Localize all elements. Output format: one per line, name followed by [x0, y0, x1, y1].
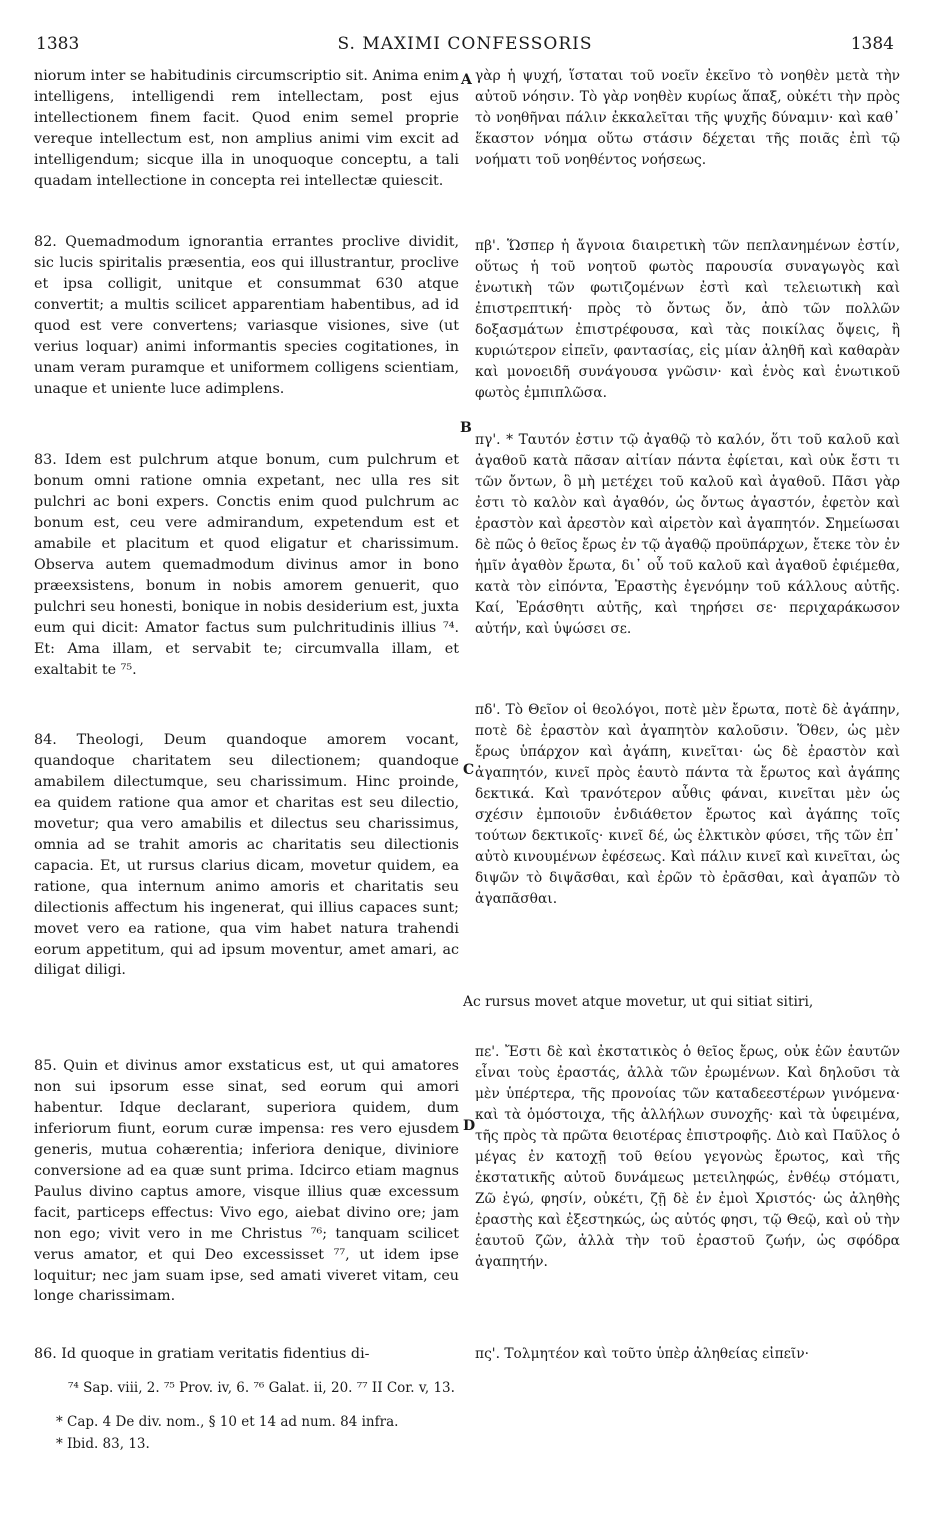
greek-paragraph-84: πδ'. Τὸ Θεῖον οἱ θεολόγοι, ποτὲ μὲν ἔρωτα, ποτὲ δὲ ἀγάπην, ποτὲ δὲ ἐραστὸν καὶ ἀγαπητὸν καλοῦσιν. Ὅθεν, ὡς μὲν ἔρως ὑπάρχον καὶ ἀγάπη, κινεῖται· ὡς δὲ ἐραστὸν καὶ ἀγαπητόν, κινεῖ πρὸς ἑαυτὸ πάντα τὰ ἔρωτος καὶ ἀγάπης δεκτικά. Καὶ τρανότερον αὖθις φάναι, κινεῖται μὲν ὡς σχέσιν ἐμποιοῦν ἐνδιάθετον ἔρωτος καὶ ἀγάπης τοῖς τούτων δεκτικοῖς· κινεῖ δέ, ὡς ἑλκτικὸν φύσει, τῆς τῶν ἐπ᾽ αὐτὸ κινουμένων ἐφέσεως. Καὶ πάλιν κινεῖ καὶ κινεῖται, ὡς διψῶν τὸ διψᾶσθαι, καὶ ἐρῶν τὸ ἐρᾶσθαι, καὶ ἀγαπῶν τὸ ἀγαπᾶσθαι. — [475, 702, 900, 907]
latin-paragraph-85: 85. Quin et divinus amor exstaticus est, ut qui amatores non sui ipsorum esse sinat, sed eorum qui amori habentur. Idque declarant, superiora quidem, dum inferiorum fiunt, eorum curæ impensa: res vero ejusdem generis, mutua cohærentia; inferiora denique, diviniore conversione ad ea quæ sunt prima. Idcirco etiam magnus Paulus divino captus amore, visque illius quæ excessum facit, particeps effectus: Vivo ego, aiebat divino ore; jam non ego; vivit vero in me Christus ⁷⁶; tanquam scilicet verus amator, et qui Deo excessisset ⁷⁷, ut idem ipse loquitur; nec jam suam ipse, sed amati viveret vitam, ceu longe charissimam. — [34, 1058, 459, 1305]
margin-letter-b: B — [460, 420, 472, 436]
page-number-right: 1384 — [850, 34, 894, 54]
page-header — [36, 34, 894, 64]
greek-paragraph-83: πγ'. * Ταυτόν ἐστιν τῷ ἀγαθῷ τὸ καλόν, ὅτι τοῦ καλοῦ καὶ ἀγαθοῦ κατὰ πᾶσαν αἰτίαν πάντα ἐφίεται, καὶ οὐκ ἔστι τι τῶν ὄντων, ὃ μὴ μετέχει τοῦ καλοῦ καὶ ἀγαθοῦ. Πᾶσι γὰρ ἐστι τὸ καλὸν καὶ ἀγαθόν, ὡς ὄντως ἀγαστόν, ἐφετὸν καὶ ἐραστὸν καὶ ἀρεστὸν καὶ αἱρετὸν καὶ ἀγαπητόν. Σημείωσαι δὲ πῶς ὁ θεῖος ἔρως ἐν τῷ ἀγαθῷ προϋπάρχων, ἔτεκε τὸν ἐν ἡμῖν ἀγαθὸν ἔρωτα, δι᾽ οὗ τοῦ καλοῦ καὶ ἀγαθοῦ ἐφιέμεθα, κατὰ τὸν εἰπόντα, Ἐραστὴς ἐγενόμην τοῦ κάλλους αὐτῆς. Καί, Ἐράσθητι αὐτῆς, καὶ τηρήσει σε· περιχαράκωσον αὐτήν, καὶ ὑψώσει σε. — [475, 432, 900, 637]
page-number-left: 1383 — [36, 34, 80, 54]
greek-paragraph-86-start: πς'. Τολμητέον καὶ τοῦτο ὑπὲρ ἀληθείας εἰπεῖν· — [475, 1346, 810, 1362]
latin-paragraph-81-end: niorum inter se habitudinis circumscriptio sit. Anima enim intelligens, intelligendi rem intellectam, post ejus intellectionem finem facit. Quod enim semel proprie vereque intellectum est, non amplius animi vim excit ad intelligendum; sicque illa in unoquoque conceptu, a tali quadam intellectione in concepta rei intellectæ quiescit. — [34, 68, 459, 189]
greek-paragraph-85: πε'. Ἔστι δὲ καὶ ἐκστατικὸς ὁ θεῖος ἔρως, οὐκ ἐῶν ἑαυτῶν εἶναι τοὺς ἐραστάς, ἀλλὰ τῶν ἐρωμένων. Καὶ δηλοῦσι τὰ μὲν ὑπέρτερα, τῆς προνοίας τῶν καταδεεστέρων γινόμενα· καὶ τὰ ὁμόστοιχα, τῆς ἀλλήλων συνοχῆς· καὶ τὰ ὑφειμένα, τῆς πρὸς τὰ πρῶτα θειοτέρας ἐπιστροφῆς. Διὸ καὶ Παῦλος ὁ μέγας ἐν κατοχῇ τοῦ θείου γεγονὼς ἔρωτος, καὶ τῆς ἐκστατικῆς αὐτοῦ δυνάμεως μετειληφώς, ἐνθέῳ στόματι, Ζῶ ἐγώ, φησίν, οὐκέτι, ζῇ δὲ ἐν ἐμοὶ Χριστός· ὡς ἀληθὴς ἐραστὴς καὶ ἐξεστηκώς, ὡς αὐτός φησι, τῷ Θεῷ, καὶ οὐ τὴν ἑαυτοῦ ζῶν, ἀλλὰ τὴν τοῦ ἐραστοῦ ζωήν, ὡς σφόδρα ἀγαπητήν. — [475, 1044, 900, 1270]
footnote-line-3: * Ibid. 83, 13. — [56, 1436, 150, 1452]
latin-paragraph-84: 84. Theologi, Deum quandoque amorem vocant, quandoque charitatem seu dilectionem; quandoque amabilem dilectumque, seu charissimum. Hinc proinde, ea quidem ratione qua amor et charitas est seu dilectio, movetur; qua vero amabilis et dilectus seu charissimus, omnia ad se trahit amoris ac charitatis seu dilectionis capacia. Et, ut rursus clarius dicam, movetur quidem, ea ratione, qua internum animo amoris et charitatis seu dilectionis affectum his ingenerat, qui illius capaces sunt; movet vero ea ratione, qua vim habet natura trahendi eorum appetitum, qui ad ipsum moventur, amet amari, ac diligat diligi. — [34, 732, 459, 979]
margin-letter-c: C — [463, 762, 475, 778]
greek-paragraph-82: πβ'. Ὥσπερ ἡ ἄγνοια διαιρετικὴ τῶν πεπλανημένων ἐστίν, οὕτως ἡ τοῦ νοητοῦ φωτὸς παρουσία συναγωγὸς καὶ ἑνωτικὴ τῶν φωτιζομένων ἐστὶ καὶ τελειωτικὴ καὶ ἐπιστρεπτική· πρὸς τὸ ὄντως ὄν, ἀπὸ τῶν πολλῶν δοξασμάτων ἐπιστρέφουσα, καὶ τὰς ποικίλας ὄψεις, ἢ κυριώτερον εἰπεῖν, φαντασίας, εἰς μίαν ἀληθῆ καὶ καθαρὰν καὶ μονοειδῆ συνάγουσα γνῶσιν· καὶ ἑνὸς καὶ ἑνωτικοῦ φωτὸς ἐμπιπλῶσα. — [475, 238, 900, 401]
latin-paragraph-83: 83. Idem est pulchrum atque bonum, cum pulchrum et bonum omni ratione omnia expetant, nec ulla res sit pulchri ac boni expers. Conctis enim quod pulchrum ac bonum est, ceu vere admirandum, expetendum est et amabile et placitum et quod eligatur et charissimum. Observa autem quemadmodum divinus amor in bono præexsistens, bonum in nobis amorem genuerit, quo pulchri seu honesti, bonique in nobis desiderium est, juxta eum qui dicit: Amator factus sum pulchritudinis illius ⁷⁴. Et: Ama illam, et servabit te; circumvalla illam, et exaltabit te ⁷⁵. — [34, 452, 459, 678]
margin-letter-a: A — [461, 72, 472, 88]
running-title: S. MAXIMI CONFESSORIS — [337, 34, 593, 54]
latin-paragraph-82: 82. Quemadmodum ignorantia errantes proclive dividit, sic lucis spiritalis præsentia, eos qui illustrantur, proclive et ipsa colligit, unitque et consummat 630 atque convertit; a multis scilicet apparentiam habentibus, ad id quod est vere convertens; variasque visiones, sive (ut verius loquar) animi informantis species cogitationes, in unam veram puramque et uniformem colligens scientiam, unaque et uniente luce adimplens. — [34, 234, 459, 397]
footnote-line-1: ⁷⁴ Sap. viii, 2. ⁷⁵ Prov. iv, 6. ⁷⁶ Galat. ii, 20. ⁷⁷ II Cor. v, 13. — [68, 1380, 455, 1396]
margin-letter-d: D — [463, 1118, 476, 1134]
greek-paragraph-81-end: γὰρ ἡ ψυχή, ἵσταται τοῦ νοεῖν ἐκεῖνο τὸ νοηθὲν μετὰ τὴν αὐτοῦ νόησιν. Τὸ γὰρ νοηθὲν κυρίως ἅπαξ, οὐκέτι τὴν πρὸς τὸ νοηθῆναι πάλιν ἐκκαλεῖται τῆς ψυχῆς δύναμιν· καὶ καθ᾽ ἕκαστον νόημα οὕτω στάσιν δέχεται τῆς ποιᾶς ἐπὶ τῷ νοήματι τοῦ νοηθέντος νοήσεως. — [475, 68, 900, 168]
footnote-line-2: * Cap. 4 De div. nom., § 10 et 14 ad num. 84 infra. — [56, 1414, 399, 1430]
latin-continuation-line: Ac rursus movet atque movetur, ut qui sitiat sitiri, — [463, 994, 814, 1010]
latin-paragraph-86-start: 86. Id quoque in gratiam veritatis fidentius di- — [34, 1346, 370, 1362]
